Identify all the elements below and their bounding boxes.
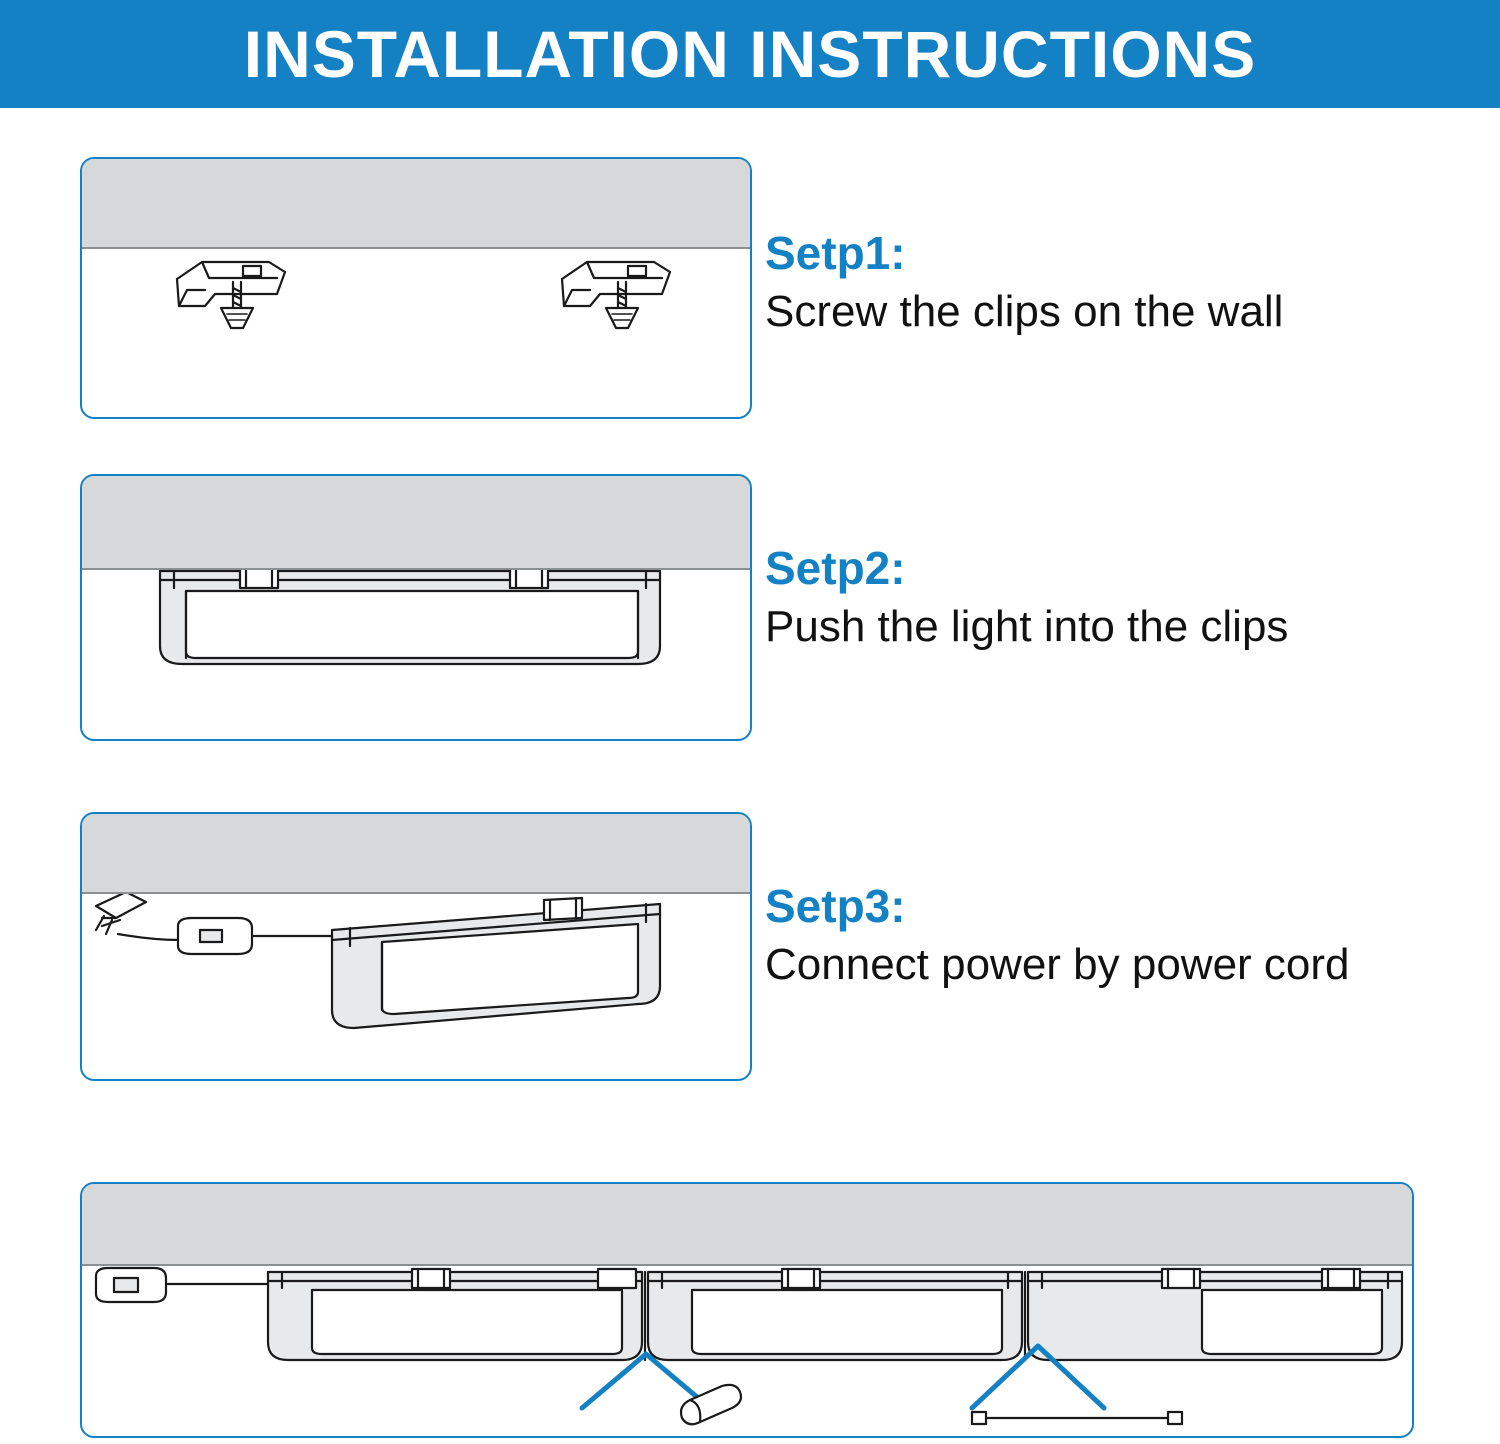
wall-slab	[82, 159, 750, 249]
step-3-figure-panel	[80, 812, 752, 1081]
step-1-label: Setp1:	[765, 227, 906, 279]
step-2-figure-panel	[80, 474, 752, 741]
wall-slab	[82, 476, 750, 570]
wall-slab	[82, 1184, 1412, 1266]
step-2-label: Setp2:	[765, 542, 906, 594]
step-1-figure-panel	[80, 157, 752, 419]
summary-figure-panel	[80, 1182, 1414, 1438]
page-title: INSTALLATION INSTRUCTIONS	[243, 17, 1257, 91]
step-2-description: Push the light into the clips	[765, 601, 1289, 651]
step-3-label: Setp3:	[765, 880, 906, 932]
step-1-description: Screw the clips on the wall	[765, 286, 1284, 336]
step-1-text	[765, 228, 1283, 337]
wall-slab	[82, 814, 750, 894]
header-bar	[0, 0, 1500, 108]
step-3-text	[765, 881, 1350, 990]
step-2-text	[765, 543, 1288, 652]
connector-pin-callout	[582, 1354, 741, 1424]
step-3-description: Connect power by power cord	[765, 939, 1350, 989]
